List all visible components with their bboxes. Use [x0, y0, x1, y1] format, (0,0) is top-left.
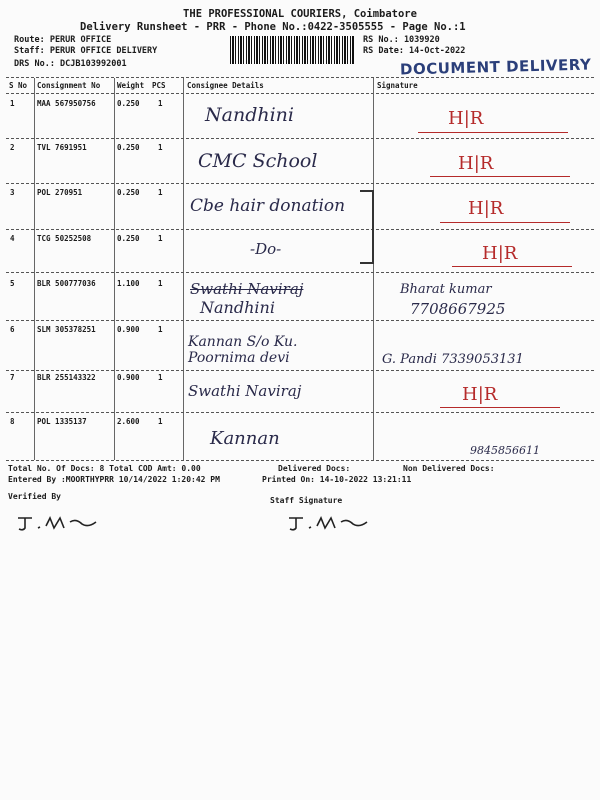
row-pcs: 1: [158, 143, 163, 152]
col-header-pcs: PCS: [152, 81, 166, 90]
row-pcs: 1: [158, 99, 163, 108]
row-signature-hr: H|R: [482, 243, 518, 264]
total-docs: Total No. Of Docs: 8 Total COD Amt: 0.00: [8, 464, 201, 473]
printed-on: Printed On: 14-10-2022 13:21:11: [262, 475, 412, 484]
row-pcs: 1: [158, 373, 163, 382]
row-weight: 0.900: [117, 373, 140, 382]
bracket-mark: [360, 190, 374, 264]
row-consignment: BLR 255143322: [37, 373, 96, 382]
row-consignee: Cbe hair donation: [190, 196, 346, 216]
column-divider: [34, 78, 35, 460]
delivered-docs: Delivered Docs:: [278, 464, 351, 473]
row-consignee: Swathi Naviraj: [188, 382, 302, 400]
table-top-rule: [6, 77, 594, 78]
signature-underline: [418, 132, 568, 133]
signature-underline: [440, 407, 560, 408]
signature-underline: [440, 222, 570, 223]
row-consignee: -Do-: [250, 240, 282, 258]
row-divider: [6, 412, 594, 413]
row-sno: 3: [10, 188, 15, 197]
row-consignment: POL 1335137: [37, 417, 87, 426]
row-sno: 7: [10, 373, 15, 382]
row-consignee-struck: Swathi Naviraj: [190, 280, 304, 298]
row-weight: 1.100: [117, 279, 140, 288]
row-divider: [6, 138, 594, 139]
row-signature-hr: H|R: [468, 198, 504, 219]
verified-by-label: Verified By: [8, 492, 61, 501]
col-header-weight: Weight: [117, 81, 145, 90]
row-divider: [6, 183, 594, 184]
row-signature-hr: H|R: [448, 108, 484, 129]
column-divider: [183, 78, 184, 460]
col-header-consignee: Consignee Details: [187, 81, 264, 90]
rs-number: RS No.: 1039920: [363, 35, 440, 45]
page-title: THE PROFESSIONAL COURIERS, Coimbatore: [183, 8, 417, 20]
staff-label: Staff: PERUR OFFICE DELIVERY: [14, 46, 158, 56]
row-consignee: Kannan S/o Ku. Poornima devi: [188, 334, 298, 366]
document-delivery-stamp: DOCUMENT DELIVERY: [399, 55, 592, 79]
table-bottom-rule: [6, 460, 594, 461]
route-label: Route: PERUR OFFICE: [14, 35, 112, 45]
row-pcs: 1: [158, 188, 163, 197]
col-header-consignment: Consignment No: [37, 81, 101, 90]
row-consignment: BLR 500777036: [37, 279, 96, 288]
row-signature-hr: H|R: [458, 153, 494, 174]
row-signature-phone: 7708667925: [410, 300, 506, 318]
row-pcs: 1: [158, 234, 163, 243]
row-signature: 9845856611: [470, 444, 540, 457]
row-consignment: SLM 305378251: [37, 325, 96, 334]
signature-underline: [430, 176, 570, 177]
row-sno: 6: [10, 325, 15, 334]
row-consignee: Nandhini: [205, 104, 294, 126]
entered-by: Entered By :MOORTHYPRR 10/14/2022 1:20:42 PM: [8, 475, 220, 484]
row-consignment: MAA 567950756: [37, 99, 96, 108]
row-signature: Bharat kumar: [400, 282, 492, 297]
row-consignee: CMC School: [198, 150, 318, 172]
row-pcs: 1: [158, 279, 163, 288]
table-header-rule: [6, 93, 594, 94]
row-weight: 0.900: [117, 325, 140, 334]
staff-signature: [285, 512, 375, 534]
row-weight: 0.250: [117, 188, 140, 197]
barcode-image: [230, 36, 355, 64]
row-consignee: Nandhini: [200, 298, 275, 317]
row-consignee: Kannan: [210, 428, 280, 449]
runsheet-subtitle: Delivery Runsheet - PRR - Phone No.:0422-3505555 - Page No.:1: [80, 21, 466, 33]
row-signature-hr: H|R: [462, 384, 498, 405]
staff-signature-label: Staff Signature: [270, 496, 343, 505]
row-divider: [6, 320, 594, 321]
drs-number: DRS No.: DCJB103992001: [14, 59, 127, 69]
row-pcs: 1: [158, 325, 163, 334]
non-delivered-docs: Non Delivered Docs:: [403, 464, 495, 473]
col-header-sno: S No: [9, 81, 28, 90]
row-sno: 2: [10, 143, 15, 152]
row-consignment: TCG 50252508: [37, 234, 92, 243]
row-sno: 5: [10, 279, 15, 288]
row-weight: 0.250: [117, 99, 140, 108]
rs-date: RS Date: 14-Oct-2022: [363, 46, 466, 56]
verified-by-signature: [14, 512, 104, 534]
row-weight: 0.250: [117, 234, 140, 243]
column-divider: [114, 78, 115, 460]
row-divider: [6, 272, 594, 273]
column-divider: [373, 78, 374, 460]
row-pcs: 1: [158, 417, 163, 426]
row-consignment: POL 270951: [37, 188, 83, 197]
signature-underline: [452, 266, 572, 267]
row-weight: 2.600: [117, 417, 140, 426]
row-consignment: TVL 7691951: [37, 143, 87, 152]
row-sno: 8: [10, 417, 15, 426]
row-divider: [6, 229, 594, 230]
row-divider: [6, 370, 594, 371]
row-sno: 4: [10, 234, 15, 243]
row-weight: 0.250: [117, 143, 140, 152]
row-signature: G. Pandi 7339053131: [382, 352, 524, 367]
row-sno: 1: [10, 99, 15, 108]
col-header-signature: Signature: [377, 81, 418, 90]
